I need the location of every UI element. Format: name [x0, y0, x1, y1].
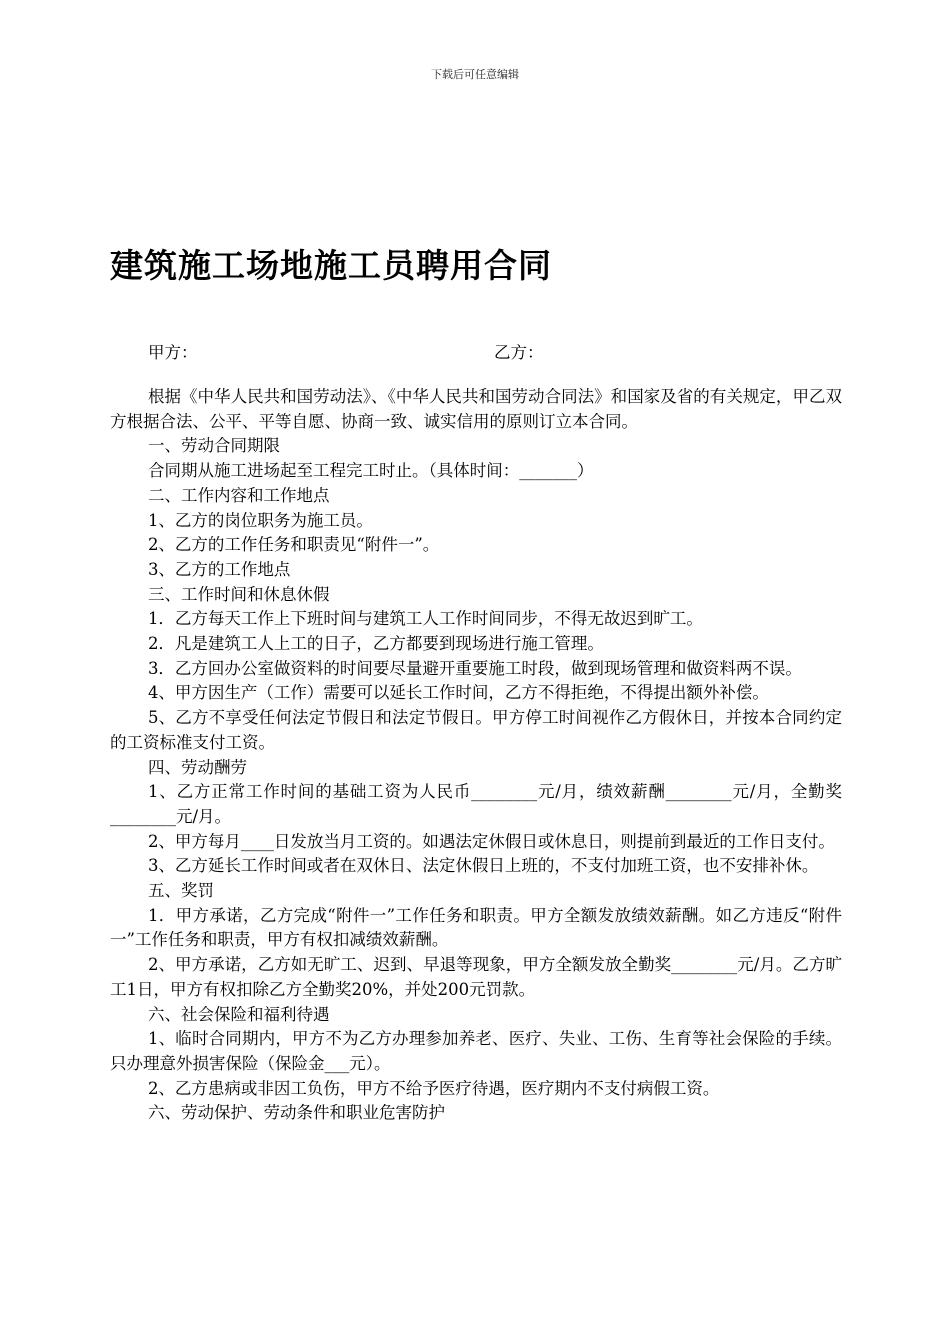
contract-title: 建筑施工场地施工员聘用合同 — [110, 246, 552, 285]
clause-pay-2: 2、甲方每月____日发放当月工资的。如遇法定休假日或休息日，则提前到最近的工作日支付。 — [147, 831, 835, 851]
clause-rewards-2: 2、甲方承诺，乙方如无旷工、迟到、早退等现象，甲方全额发放全勤奖________元/月。乙方旷工1日，甲方有权扣除乙方全勤奖20%，并处200元罚款。 — [110, 955, 842, 999]
section-heading-pay: 四、劳动酬劳 — [147, 757, 247, 777]
clause-hours-4: 4、甲方因生产（工作）需要可以延长工作时间，乙方不得拒绝，不得提出额外补偿。 — [147, 683, 769, 703]
section-heading-duties: 二、工作内容和工作地点 — [147, 485, 330, 505]
parties-line — [148, 339, 848, 363]
header-note: 下载后可任意编辑 — [431, 68, 519, 81]
clause-hours-1: 1．乙方每天工作上下班时间与建筑工人工作时间同步，不得无故迟到旷工。 — [147, 609, 703, 629]
clause-term-period: 合同期从施工进场起至工程完工时止。（具体时间：_______） — [147, 461, 594, 481]
contract-body — [110, 385, 842, 1126]
clause-insurance-2: 2、乙方患病或非因工负伤，甲方不给予医疗待遇，医疗期内不支付病假工资。 — [147, 1078, 720, 1098]
clause-hours-5: 5、乙方不享受任何法定节假日和法定节假日。甲方停工时间视作乙方假休日，并按本合同约定的工资标准支付工资。 — [110, 708, 842, 752]
section-heading-hours: 三、工作时间和休息休假 — [147, 584, 330, 604]
clause-insurance-1: 1、临时合同期内，甲方不为乙方办理参加养老、医疗、失业、工伤、生育等社会保险的手续。只办理意外损害保险（保险金___元）。 — [110, 1029, 842, 1073]
clause-duties-3: 3、乙方的工作地点 — [147, 559, 291, 579]
clause-pay-3: 3、乙方延长工作时间或者在双休日、法定休假日上班的，不支付加班工资，也不安排补休。 — [147, 856, 819, 876]
clause-rewards-1: 1．甲方承诺，乙方完成“附件一”工作任务和职责。甲方全额发放绩效薪酬。如乙方违反“附件一”工作任务和职责，甲方有权扣减绩效薪酬。 — [110, 905, 842, 950]
clause-hours-3: 3．乙方回办公室做资料的时间要尽量避开重要施工时段，做到现场管理和做资料两不误。 — [147, 658, 802, 678]
preamble-paragraph: 根据《中华人民共和国劳动法》、《中华人民共和国劳动合同法》和国家及省的有关规定，甲乙双方根据合法、公平、平等自愿、协商一致、诚实信用的原则订立本合同。 — [110, 387, 842, 431]
section-heading-rewards: 五、奖罚 — [147, 881, 214, 901]
clause-duties-1: 1、乙方的岗位职务为施工员。 — [147, 510, 373, 530]
section-heading-protection: 六、劳动保护、劳动条件和职业危害防护 — [147, 1103, 445, 1123]
clause-duties-2: 2、乙方的工作任务和职责见“附件一”。 — [147, 535, 440, 555]
clause-hours-2: 2．凡是建筑工人上工的日子，乙方都要到现场进行施工管理。 — [147, 634, 604, 654]
party-a-label: 甲方： — [148, 343, 198, 362]
clause-pay-1: 1、乙方正常工作时间的基础工资为人民币________元/月，绩效薪酬________元/月，全勤奖________元/月。 — [110, 782, 842, 826]
party-b-label: 乙方： — [494, 343, 544, 362]
section-heading-term: 一、劳动合同期限 — [147, 436, 280, 456]
section-heading-insurance: 六、社会保险和福利待遇 — [147, 1004, 330, 1024]
